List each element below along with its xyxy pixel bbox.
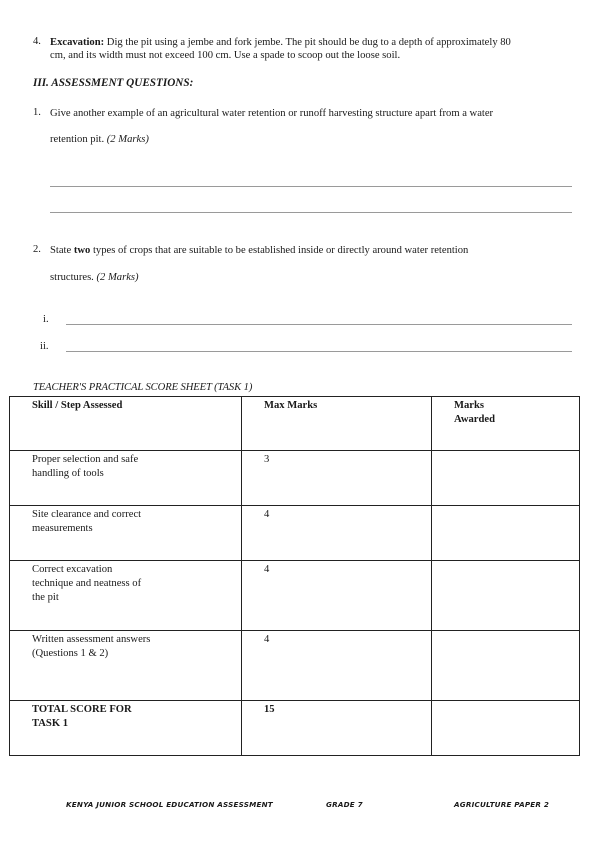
footer-assessment-title: KENYA JUNIOR SCHOOL EDUCATION ASSESSMENT bbox=[66, 800, 273, 809]
question-1-number: 1. bbox=[33, 107, 41, 118]
step-4-paragraph bbox=[50, 36, 580, 62]
table-row bbox=[10, 631, 580, 701]
total-awarded-cell[interactable] bbox=[432, 701, 580, 756]
question-2-text-post: types of crops that are suitable to be established inside or directly around water retention bbox=[90, 245, 469, 256]
question-2-line-2 bbox=[50, 271, 139, 284]
skill-cell: Site clearance and correct measurements bbox=[10, 506, 242, 561]
question-2-text-pre: State bbox=[50, 245, 74, 256]
question-1-text: retention pit. bbox=[50, 134, 107, 145]
max-marks-cell: 3 bbox=[242, 451, 432, 506]
marks-awarded-cell[interactable] bbox=[432, 451, 580, 506]
answer-line[interactable] bbox=[66, 324, 572, 325]
score-sheet-table bbox=[9, 396, 580, 756]
marks-awarded-cell[interactable] bbox=[432, 561, 580, 631]
step-text-line-2: cm, and its width must not exceed 100 cm. Use a spade to scoop out the loose soil. bbox=[50, 50, 401, 61]
skill-cell: Proper selection and safe handling of tools bbox=[10, 451, 242, 506]
step-title: Excavation: bbox=[50, 37, 105, 48]
table-row bbox=[10, 451, 580, 506]
header-max-marks bbox=[242, 397, 432, 451]
answer-line[interactable] bbox=[50, 186, 572, 187]
footer-grade: GRADE 7 bbox=[326, 800, 363, 809]
answer-item-label: ii. bbox=[40, 341, 49, 352]
question-2-text: structures. bbox=[50, 272, 97, 283]
max-marks-cell: 4 bbox=[242, 506, 432, 561]
answer-line[interactable] bbox=[50, 212, 572, 213]
header-max-label: Max Marks bbox=[264, 400, 318, 411]
max-marks-cell: 4 bbox=[242, 561, 432, 631]
step-number: 4. bbox=[33, 36, 41, 47]
footer-paper: AGRICULTURE PAPER 2 bbox=[454, 800, 550, 809]
question-2-line-1 bbox=[50, 244, 580, 257]
table-row bbox=[10, 561, 580, 631]
total-label-cell: TOTAL SCORE FOR TASK 1 bbox=[10, 701, 242, 756]
header-awarded-label: Marks Awarded bbox=[454, 400, 495, 425]
table-row bbox=[10, 506, 580, 561]
question-1-line-2 bbox=[50, 133, 149, 146]
header-skill bbox=[10, 397, 242, 451]
header-marks-awarded bbox=[432, 397, 580, 451]
section-heading: III. ASSESSMENT QUESTIONS: bbox=[33, 77, 194, 89]
skill-cell: Written assessment answers (Questions 1 & 2) bbox=[10, 631, 242, 701]
skill-cell: Correct excavation technique and neatness of the pit bbox=[10, 561, 242, 631]
total-max-cell: 15 bbox=[242, 701, 432, 756]
answer-item-label: i. bbox=[43, 314, 49, 325]
step-text-line-1: Dig the pit using a jembe and fork jembe. The pit should be dug to a depth of approximately 80 bbox=[104, 37, 511, 48]
marks-awarded-cell[interactable] bbox=[432, 506, 580, 561]
question-2-number: 2. bbox=[33, 244, 41, 255]
marks-awarded-cell[interactable] bbox=[432, 631, 580, 701]
question-2-emphasis: two bbox=[73, 245, 91, 256]
answer-line[interactable] bbox=[66, 351, 572, 352]
score-sheet-caption: TEACHER'S PRACTICAL SCORE SHEET (TASK 1) bbox=[33, 382, 253, 393]
max-marks-cell: 4 bbox=[242, 631, 432, 701]
question-1-marks: (2 Marks) bbox=[106, 134, 149, 145]
question-1-line-1: Give another example of an agricultural water retention or runoff harvesting structure apart from a water bbox=[50, 108, 494, 119]
total-row bbox=[10, 701, 580, 756]
table-header-row bbox=[10, 397, 580, 451]
question-2-marks: (2 Marks) bbox=[96, 272, 139, 283]
header-skill-label: Skill / Step Assessed bbox=[32, 400, 123, 411]
